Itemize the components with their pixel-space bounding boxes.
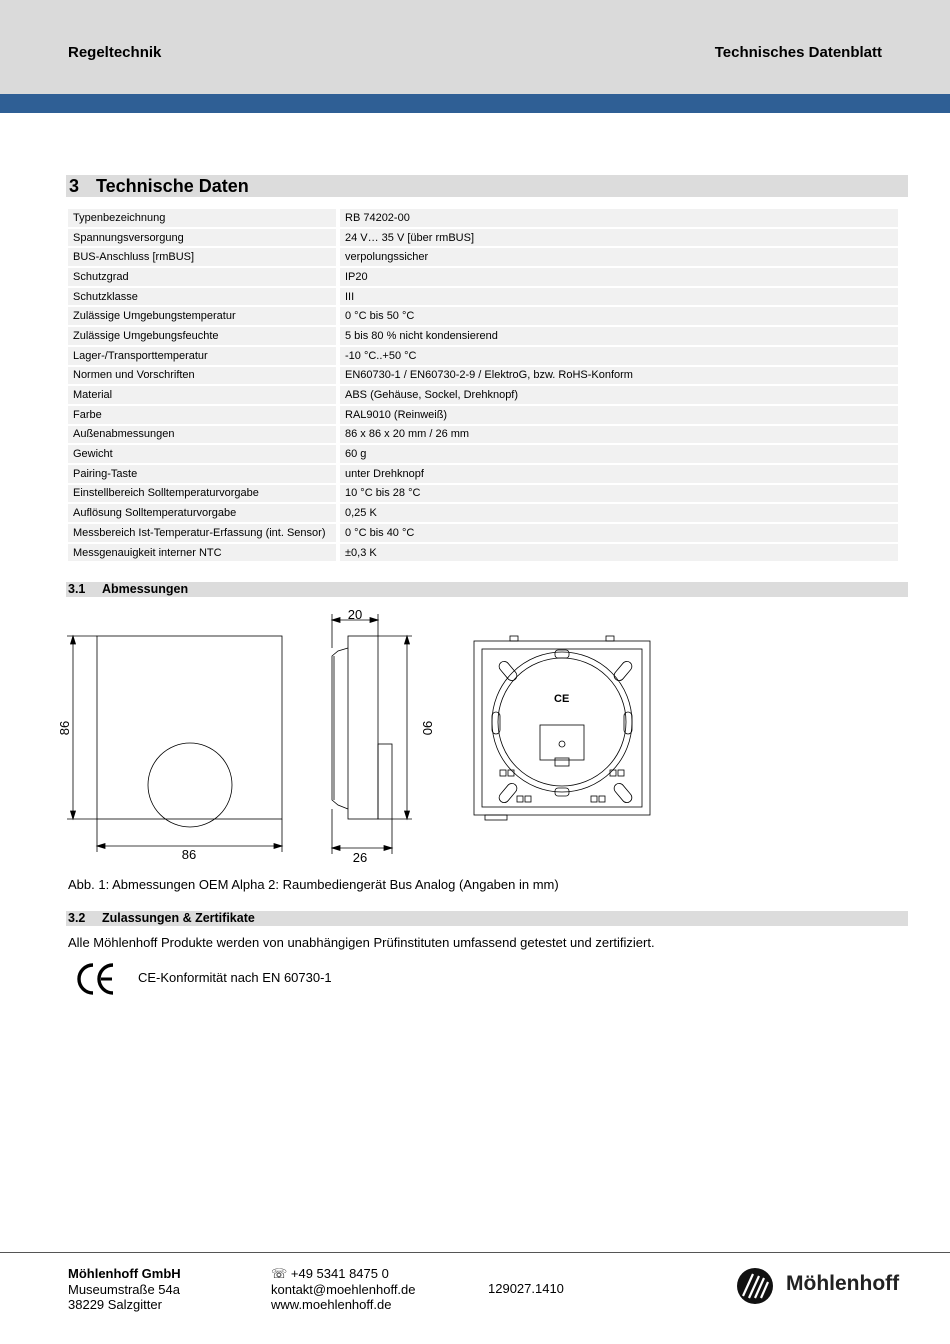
- ce-mark-small: CE: [554, 693, 570, 705]
- spec-value: ABS (Gehäuse, Sockel, Drehknopf): [340, 386, 898, 404]
- footer-divider: [0, 1252, 950, 1253]
- spec-value: 86 x 86 x 20 mm / 26 mm: [340, 426, 898, 444]
- spec-row: [68, 406, 898, 424]
- spec-key: Schutzgrad: [68, 268, 336, 286]
- street: Museumstraße 54a: [68, 1281, 180, 1297]
- brand-name: Möhlenhoff: [786, 1272, 900, 1295]
- spec-key: Typenbezeichnung: [68, 209, 336, 227]
- section-number: 3.2: [68, 911, 86, 925]
- ce-mark-icon: [76, 962, 116, 996]
- spec-value: -10 °C..+50 °C: [340, 347, 898, 365]
- moehlenhoff-logo-icon: [735, 1266, 775, 1306]
- spec-value: III: [340, 288, 898, 306]
- spec-row: [68, 426, 898, 444]
- spec-row: [68, 367, 898, 385]
- front-width-label: 86: [181, 847, 197, 862]
- spec-key: Messbereich Ist-Temperatur-Erfassung (int. Sensor): [68, 524, 336, 542]
- spec-key: Normen und Vorschriften: [68, 367, 336, 385]
- spec-value: 0 °C bis 50 °C: [340, 307, 898, 325]
- front-height-label: 86: [57, 720, 72, 736]
- spec-value: RAL9010 (Reinweiß): [340, 406, 898, 424]
- figure-caption: Abb. 1: Abmessungen OEM Alpha 2: Raumbediengerät Bus Analog (Angaben in mm): [68, 877, 559, 892]
- spec-row: [68, 485, 898, 503]
- ce-conformity-text: CE-Konformität nach EN 60730-1: [138, 970, 332, 985]
- spec-key: Lager-/Transporttemperatur: [68, 347, 336, 365]
- spec-key: Auflösung Solltemperaturvorgabe: [68, 504, 336, 522]
- section-number: 3: [69, 176, 80, 196]
- footer-address: [68, 1266, 181, 1313]
- spec-value: 60 g: [340, 445, 898, 463]
- front-view-housing: [97, 636, 282, 819]
- spec-value: EN60730-1 / EN60730-2-9 / ElektroG, bzw. RoHS-Konform: [340, 367, 898, 385]
- dimension-drawing: [55, 604, 665, 866]
- spec-row: [68, 248, 898, 266]
- spec-row: [68, 307, 898, 325]
- section-heading-zulassungen: [66, 911, 908, 926]
- header-category: Regeltechnik: [68, 44, 162, 61]
- side-height-label: 90: [420, 720, 435, 736]
- section-title: Technische Daten: [96, 176, 249, 196]
- spec-row: [68, 347, 898, 365]
- footer-contact: [271, 1266, 416, 1313]
- spec-key: Zulässige Umgebungsfeuchte: [68, 327, 336, 345]
- spec-row: [68, 288, 898, 306]
- spec-value: verpolungssicher: [340, 248, 898, 266]
- back-view-base-circle: [492, 652, 632, 792]
- spec-value: RB 74202-00: [340, 209, 898, 227]
- spec-key: Einstellbereich Solltemperaturvorgabe: [68, 485, 336, 503]
- spec-row: [68, 209, 898, 227]
- side-top-label: 20: [347, 607, 363, 622]
- spec-table: [68, 207, 898, 563]
- spec-key: Messgenauigkeit interner NTC: [68, 544, 336, 562]
- front-view-knob: [148, 743, 232, 827]
- city: 38229 Salzgitter: [68, 1297, 162, 1312]
- spec-row: [68, 465, 898, 483]
- spec-row: [68, 524, 898, 542]
- spec-value: unter Drehknopf: [340, 465, 898, 483]
- spec-key: Spannungsversorgung: [68, 229, 336, 247]
- page-header: [0, 0, 950, 94]
- spec-row: [68, 544, 898, 562]
- spec-row: [68, 268, 898, 286]
- spec-key: Außenabmessungen: [68, 426, 336, 444]
- header-doctype: Technisches Datenblatt: [714, 44, 882, 61]
- spec-key: Material: [68, 386, 336, 404]
- header-accent-band: [0, 94, 950, 113]
- side-bottom-label: 26: [352, 850, 368, 865]
- section-title: Abmessungen: [102, 582, 189, 596]
- spec-value: 5 bis 80 % nicht kondensierend: [340, 327, 898, 345]
- spec-row: [68, 327, 898, 345]
- spec-key: Schutzklasse: [68, 288, 336, 306]
- phone: ☏ +49 5341 8475 0: [271, 1266, 389, 1281]
- side-view-body: [348, 636, 378, 819]
- email-link[interactable]: kontakt@moehlenhoff.de: [271, 1281, 416, 1297]
- section-title: Zulassungen & Zertifikate: [102, 911, 255, 925]
- section-heading-technische-daten: [66, 175, 908, 197]
- spec-key: Pairing-Taste: [68, 465, 336, 483]
- website-link[interactable]: www.moehlenhoff.de: [271, 1297, 392, 1312]
- spec-row: [68, 504, 898, 522]
- spec-row: [68, 386, 898, 404]
- company-name: Möhlenhoff GmbH: [68, 1266, 181, 1281]
- section-heading-abmessungen: [66, 582, 908, 597]
- spec-row: [68, 445, 898, 463]
- spec-value: ±0,3 K: [340, 544, 898, 562]
- spec-value: 10 °C bis 28 °C: [340, 485, 898, 503]
- spec-key: BUS-Anschluss [rmBUS]: [68, 248, 336, 266]
- spec-value: 0,25 K: [340, 504, 898, 522]
- spec-key: Gewicht: [68, 445, 336, 463]
- certification-text: Alle Möhlenhoff Produkte werden von unabhängigen Prüfinstituten umfassend getestet und zertifiziert.: [68, 935, 655, 950]
- spec-key: Zulässige Umgebungstemperatur: [68, 307, 336, 325]
- spec-value: 0 °C bis 40 °C: [340, 524, 898, 542]
- section-number: 3.1: [68, 582, 86, 596]
- document-number: 129027.1410: [488, 1281, 564, 1296]
- spec-row: [68, 229, 898, 247]
- spec-value: 24 V… 35 V [über rmBUS]: [340, 229, 898, 247]
- spec-key: Farbe: [68, 406, 336, 424]
- spec-value: IP20: [340, 268, 898, 286]
